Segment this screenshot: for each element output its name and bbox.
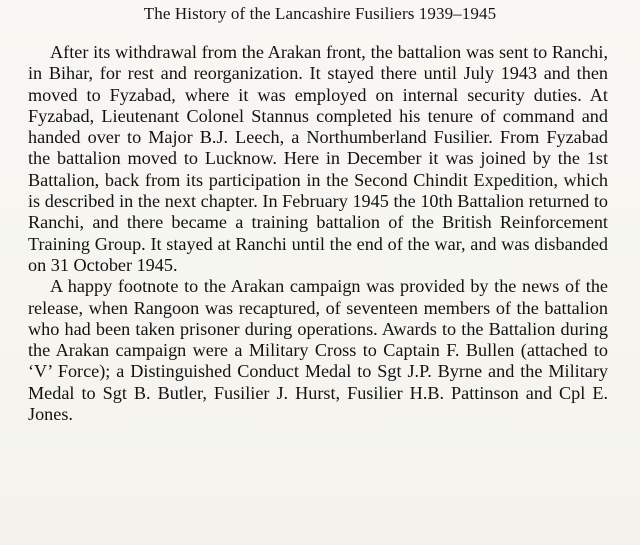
paragraph-1: After its withdrawal from the Arakan front, the battalion was sent to Ranchi, in Bihar, for rest and reorganization. It stayed there until July 1943 and then moved to Fyzabad, where it was employed on internal security duties. At Fyzabad, Lieutenant Colonel Stannus completed his tenure of command and handed over to Major B.J. Leech, a Northumberland Fusilier. From Fyzabad the battalion moved to Lucknow. Here in December it was joined by the 1st Battalion, back from its participation in the Second Chindit Expedition, which is described in the next chapter. In February 1945 the 10th Battalion returned to Ranchi, and there became a training battalion of the British Reinforcement Training Group. It stayed at Ranchi until the end of the war, and was disbanded on 31 October 1945. (28, 42, 608, 275)
running-header: The History of the Lancashire Fusiliers 1939–1945 (143, 4, 497, 23)
body-text (28, 42, 608, 425)
paragraph-2: A happy footnote to the Arakan campaign was provided by the news of the release, when Rangoon was recaptured, of seventeen members of the battalion who had been taken prisoner during operations. Awards to the Battalion during the Arakan campaign were a Military Cross to Captain F. Bullen (attached to ‘V’ Force); a Distinguished Conduct Medal to Sgt J.P. Byrne and the Military Medal to Sgt B. Butler, Fusilier J. Hurst, Fusilier H.B. Pattinson and Cpl E. Jones. (28, 276, 608, 425)
